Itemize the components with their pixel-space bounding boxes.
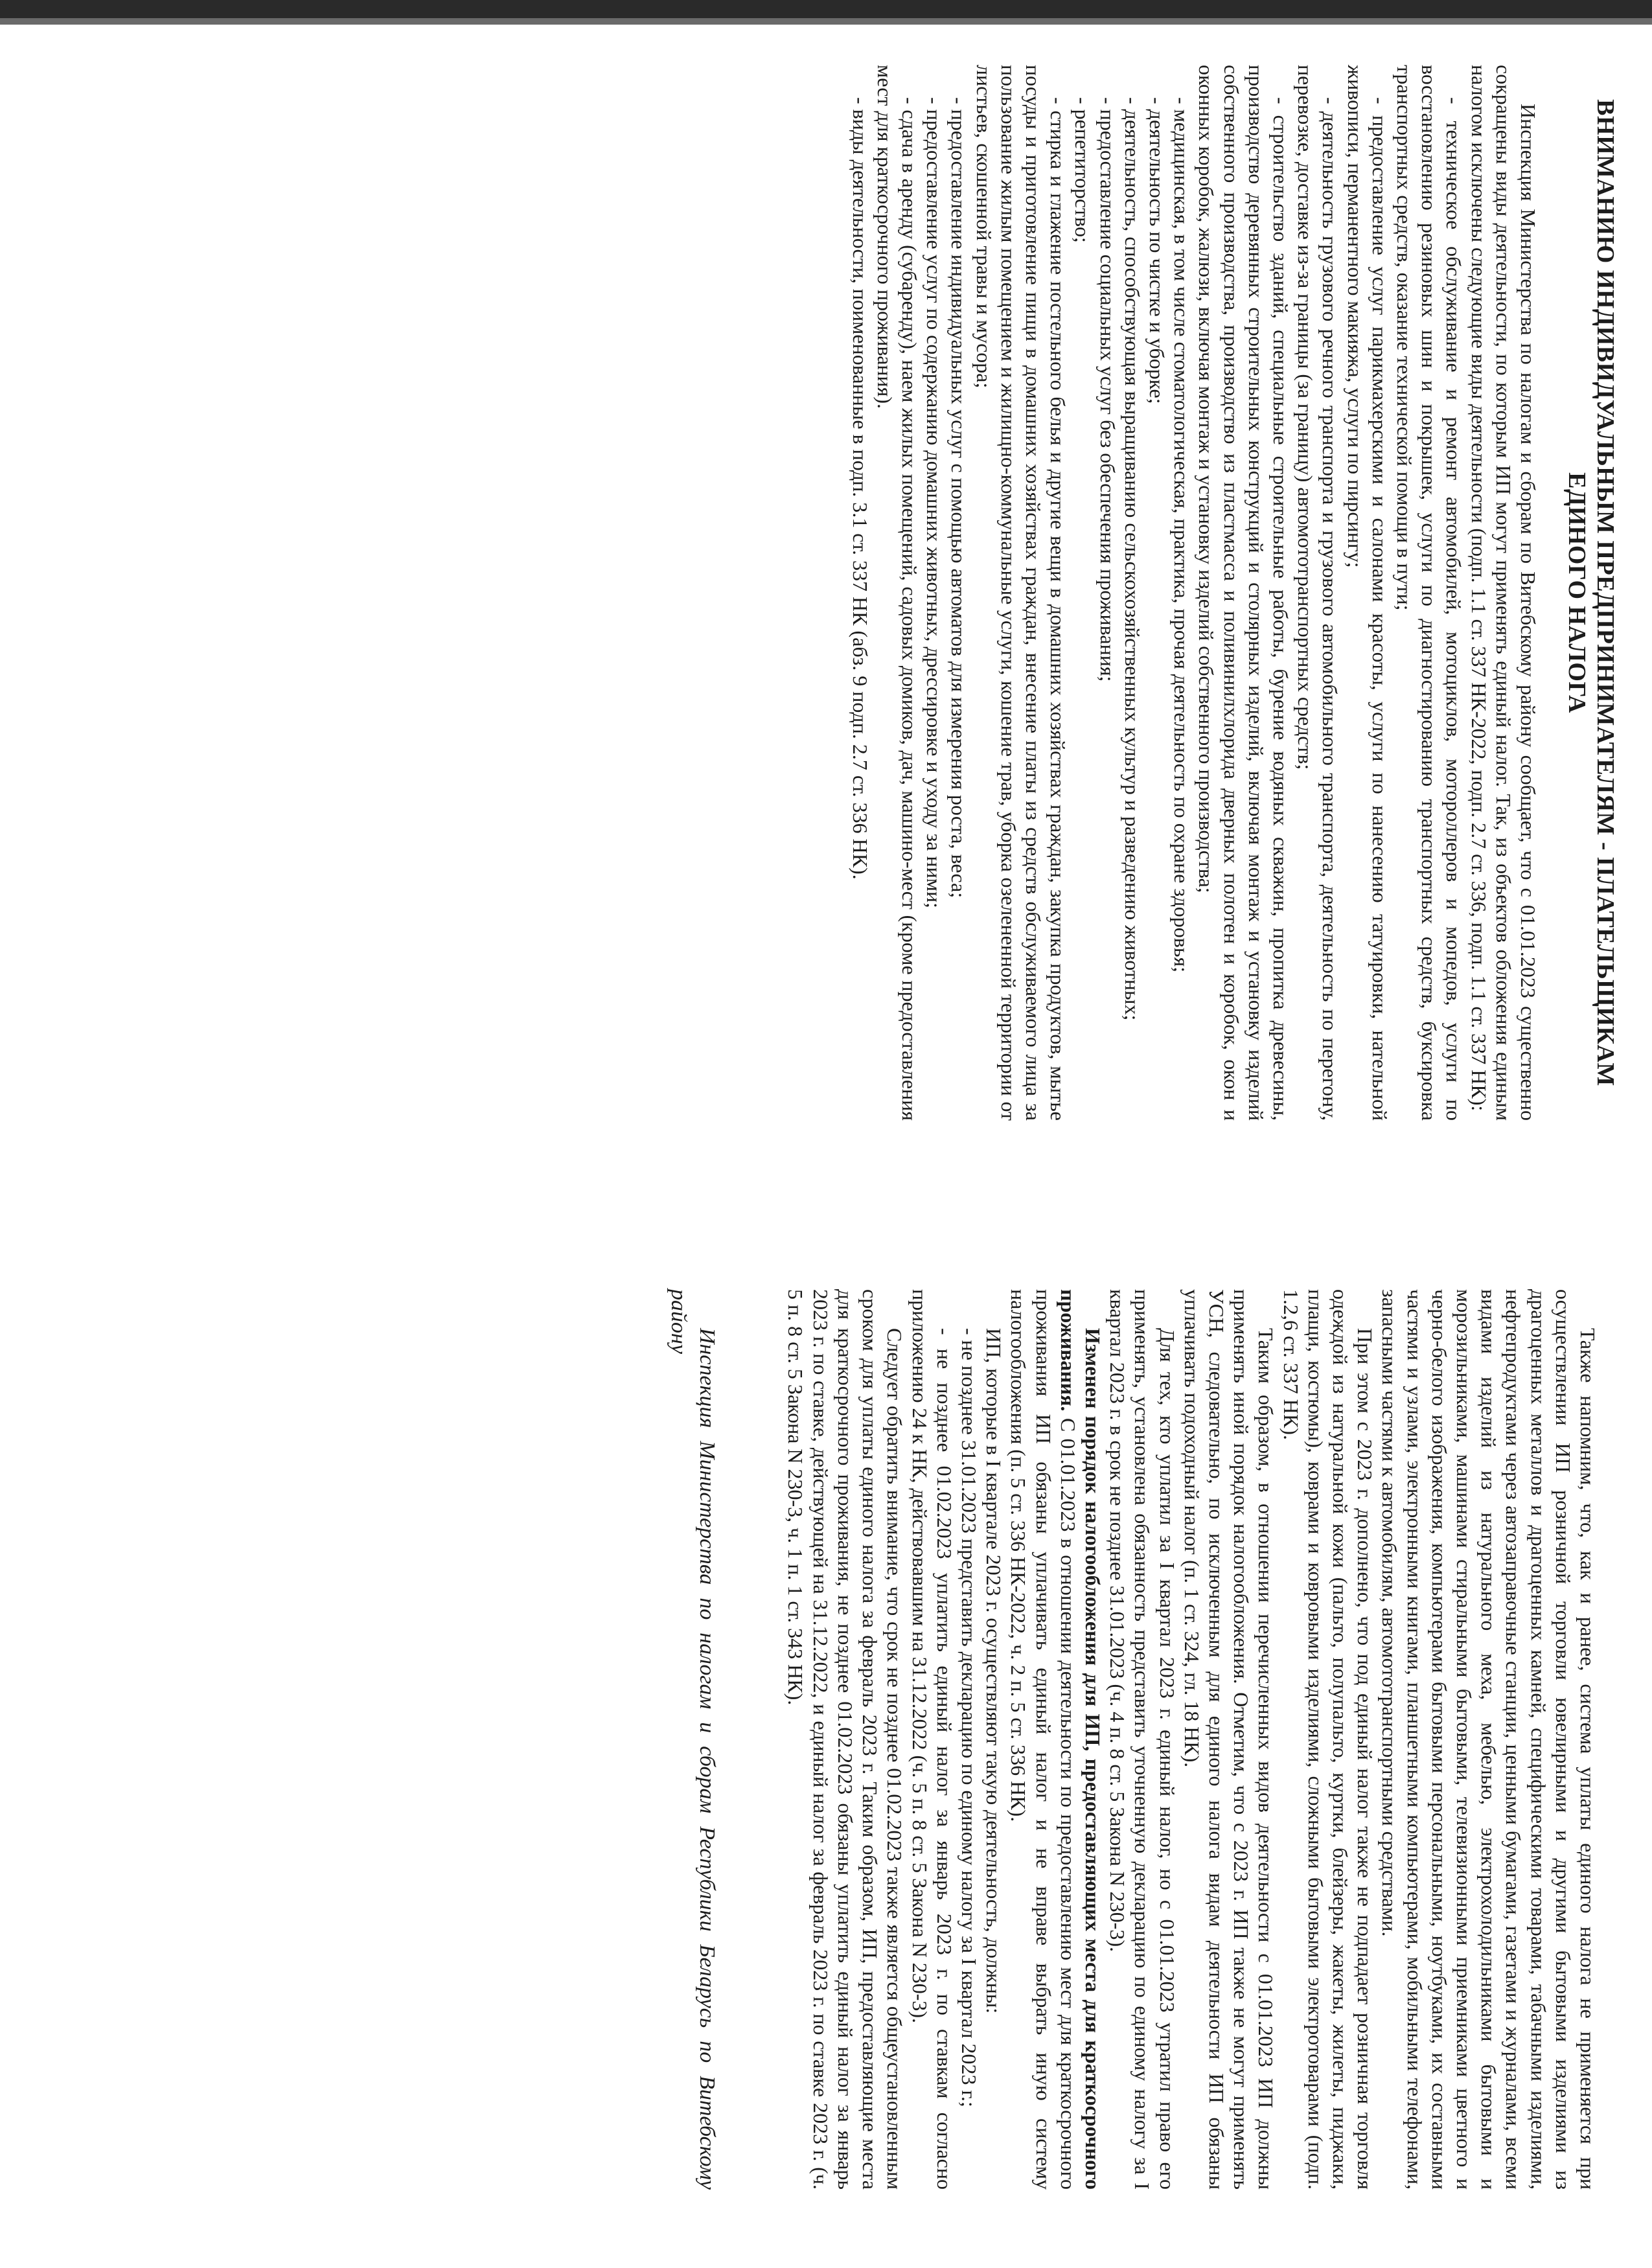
list-item: - медицинская, в том числе стоматологическая, практика, прочая деятельность по охране здоровья; (1170, 97, 1194, 973)
paragraph: - не позднее 01.02.2023 уплатить единый налог за январь 2023 г. по ставкам согласно приложению 24 к НК, действовавшим на 31.12.2022 (ч. 5 п. 8 ст. 5 Закона N 230-3). (908, 1289, 956, 2190)
bold-heading: Изменен порядок налогообложения для ИП, предоставляющих места для краткосрочного проживания. (1056, 1289, 1105, 2190)
list-item: - деятельность, способствующая выращиванию сельскохозяйственных культур и разведению животных; (1120, 97, 1144, 1021)
list-item: - техническое обслуживание и ремонт автомобилей, мотоциклов, мотороллеров и мопедов, услуги по восстановлению резиновых шин и покрышек, услуги по диагностированию транспортных средств, буксировка транспортных средств, оказание технической помощи в пути; (1392, 65, 1466, 1121)
signature: Инспекция Министерства по налогам и сборам Республики Беларусь по Витебскому району (667, 1289, 720, 2190)
list-item: - деятельность по чистке и уборке; (1145, 97, 1169, 404)
list-item: - предоставление индивидуальных услуг с помощью автоматов для измерения роста, веса; (947, 97, 971, 899)
list-item: - сдача в аренду (субаренду), наем жилых помещений, садовых домиков, дач, машино-мест (кроме предоставления мест для краткосрочного проживания). (873, 65, 921, 1121)
document-title: ВНИМАНИЮ ИНДИВИДУАЛЬНЫМ ПРЕДПРИНИМАТЕЛЯМ - ПЛАТЕЛЬЩИКАМ ЕДИНОГО НАЛОГА (1563, 99, 1619, 1086)
list-item: - предоставление услуг парикмахерскими и салонами красоты, услуги по нанесению татуировки, нательной живописи, перманентного макияжа, услуги по пирсингу; (1343, 65, 1392, 1121)
paragraph: Для тех, кто уплатил за I квартал 2023 г. единый налог, но с 01.01.2023 утратил право его применять, установлена обязанность представить уточненную декларацию по единому налогу за I квартал 2023 г. в срок не позднее 31.01.2023 (ч. 4 п. 8 ст. 5 Закона N 230-3). (1106, 1289, 1179, 2190)
list-item: - репетиторство; (1071, 97, 1095, 243)
paragraph: - не позднее 31.01.2023 представить декларацию по единому налогу за I квартал 2023 г.; (957, 1328, 981, 2107)
list-item: - деятельность грузового речного транспорта и грузового автомобильного транспорта, деятельность по перегону, перевозке, доставке из-за границы (за границу) автомототранспортных средств; (1294, 65, 1342, 1121)
list-item: - предоставление социальных услуг без обеспечения проживания; (1096, 97, 1119, 682)
list-item: - стирка и глажение постельного белья и другие вещи в домашних хозяйствах граждан, закупка продуктов, мытье посуды и приготовление пищи в домашних хозяйствах граждан, внесение платы из средств обслуживаемого лица за пользование жилым помещением и жилищно-коммунальные услуги, кошение трав, уборка озелененной территории от листьев, скошенной травы и мусора; (972, 65, 1070, 1121)
intro-paragraph: Инспекция Министерства по налогам и сборам по Витебскому району сообщает, что с 01.01.2023 существенно сокращены виды деятельности, по которым ИП могут применять единый налог. Так, из объектов обложения единым налогом исключены следующие виды деятельности (подп. 1.1 ст. 337 НК-2022, подп. 2.7 ст. 336, подп. 1.1 ст. 337 НК): (1467, 65, 1540, 1121)
paragraph: ИП, которые в I квартале 2023 г. осуществляют такую деятельность, должны: (982, 1328, 1006, 2014)
paragraph: Также напомним, что, как и ранее, система уплаты единого налога не применяется при осуществлении ИП розничной торговли ювелирными и другими бытовыми изделиями из драгоценных металлов и драгоценных камней, специфическими товарами, табачными изделиями, нефтепродуктами через автозаправочные станции, ценными бумагами, газетами и журналами, всеми видами изделий из натурального меха, мебелью, электрохолодильниками бытовыми и морозильниками, машинами стиральными бытовыми, телевизионными приемниками цветного и черно-белого изображения, компьютерами бытовыми персональными, ноутбуками, их составными частями и узлами, электронными книгами, планшетными компьютерами, мобильными телефонами, запасными частями к автомобилям, автомототранспортными средствами. (1378, 1289, 1600, 2190)
left-column (847, 65, 1620, 1121)
scan-top-edge (0, 0, 1652, 18)
list-item: - строительство зданий, специальные строительные работы, бурение водяных скважин, пропитка древесины, производство деревянных строительных конструкций и столярных изделий, включая монтаж и установку изделий собственного производства, производство из пластмасса и поливинилхлорида дверных полотен и коробок, окон и оконных коробок, жалюзи, включая монтаж и установку изделий собственного производства; (1195, 65, 1292, 1121)
paragraph (1006, 1289, 1105, 2190)
paragraph: Таким образом, в отношении перечисленных видов деятельности с 01.01.2023 ИП должны применять иной порядок налогообложения. Отметим, что с 2023 г. ИП также не могут применять УСН, следовательно, по исключенным для единого налога видам деятельности ИП обязаны уплачивать подоходный налог (п. 1 ст. 324, гл. 18 НК). (1180, 1289, 1278, 2190)
paragraph: При этом с 2023 г. дополнено, что под единый налог также не подпадает розничная торговля одеждой из натуральной кожи (пальто, полупальто, куртки, блейзеры, жакеты, жилеты, пиджаки, плащи, костюмы), коврами и ковровыми изделиями, сложными бытовыми электротоварами (подп. 1.2,6 ст. 337 НК). (1279, 1289, 1377, 2190)
paragraph: Следует обратить внимание, что срок не позднее 01.02.2023 также является общеустановленным сроком для уплаты единого налога за февраль 2023 г. Таким образом, ИП, предоставляющие места для краткосрочного проживания, не позднее 01.02.2023 обязаны уплатить единый налог за январь 2023 г. по ставке, действующей на 31.12.2022, и единый налог за февраль 2023 г. по ставке 2023 г. (ч. 5 п. 8 ст. 5 Закона N 230-3, ч. 1 п. 1 ст. 343 НК). (784, 1289, 907, 2190)
list-item: - виды деятельности, поименованные в подп. 3.1 ст. 337 НК (абз. 9 подп. 2.7 ст. 336 НК). (848, 97, 872, 880)
paragraph-text: С 01.01.2023 в отношении деятельности по предоставлению мест для краткосрочного проживания ИП обязаны уплачивать единый налог и не вправе выбрать иную систему налогообложения (п. 5 ст. 336 НК-2022, ч. 2 п. 5 ст. 336 НК). (1007, 1289, 1080, 2190)
scan-top-shadow (0, 18, 1652, 25)
list-item: - предоставление услуг по содержанию домашних животных, дрессировке и уходу за ними; (923, 97, 946, 908)
rotated-document-page (58, 39, 1619, 2222)
right-column (664, 1289, 1600, 2190)
